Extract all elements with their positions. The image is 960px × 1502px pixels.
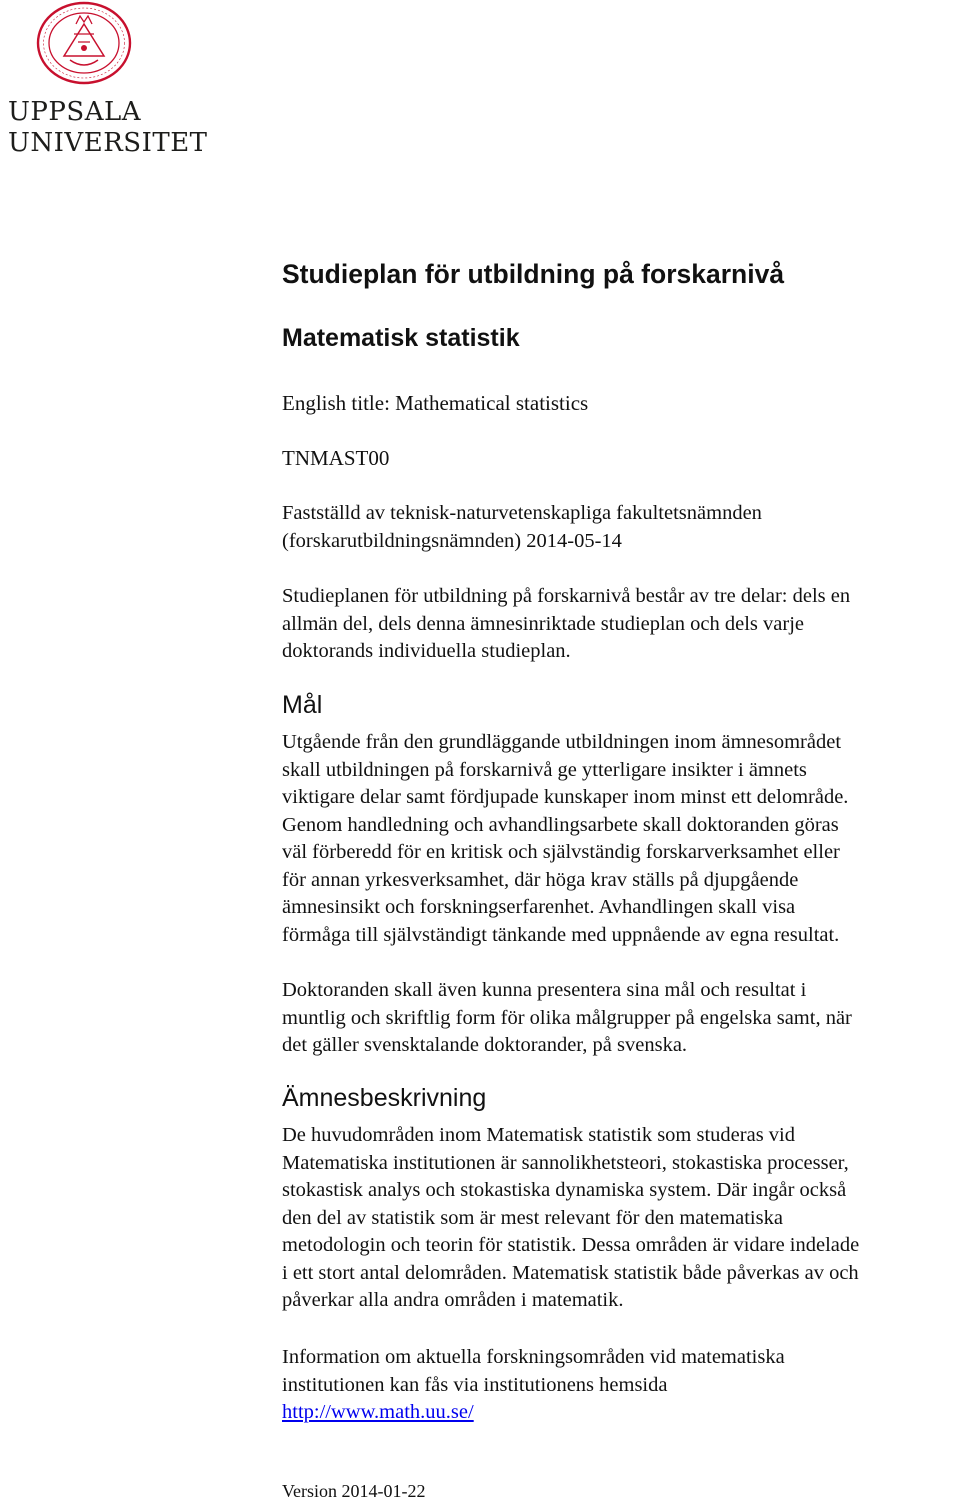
english-title: English title: Mathematical statistics (282, 391, 589, 415)
description-line: Matematiska institutionen är sannolikhetsteori, stokastiska processer, (282, 1151, 849, 1174)
logo-line-2: UNIVERSITET (8, 128, 208, 158)
institution-website-link[interactable]: http://www.math.uu.se/ (282, 1401, 474, 1423)
description-line: De huvudområden inom Matematisk statistik som studeras vid (282, 1124, 796, 1146)
description-line: i ett stort antal delområden. Matematisk statistik både påverkas av och (282, 1261, 859, 1284)
goals-line: det gäller svensktalande doktorander, på svenska. (282, 1034, 688, 1056)
subject-title: Matematisk statistik (282, 324, 520, 352)
intro-line: Studieplanen för utbildning på forskarnivå består av tre delar: dels en (282, 585, 851, 607)
version-label: Version 2014-01-22 (282, 1481, 426, 1501)
description-line: påverkar alla andra områden i matematik. (282, 1289, 624, 1311)
logo-line-1: UPPSALA (8, 97, 142, 127)
intro-line: allmän del, dels denna ämnesinriktade studieplan och dels varje (282, 612, 805, 635)
description-line: stokastisk analys och stokastiska dynamiska system. Där ingår också (282, 1179, 847, 1201)
university-seal-icon (34, 0, 134, 86)
description-line: den del av statistik som är mest relevant för den matematiska (282, 1206, 783, 1229)
program-code: TNMAST00 (282, 446, 390, 470)
goals-line: Doktoranden skall även kunna presentera sina mål och resultat i (282, 979, 807, 1001)
goals-line: väl förberedd för en kritisk och självständig forskarverksamhet eller (282, 841, 840, 863)
goals-line: Genom handledning och avhandlingsarbete skall doktoranden göras (282, 813, 839, 836)
info-paragraph (282, 1344, 785, 1427)
goals-line: viktigare delar samt fördjupade kunskaper inom minst ett delområde. (282, 786, 849, 808)
goals-paragraph-2 (282, 977, 852, 1060)
university-logo (0, 0, 208, 170)
intro-line: doktorands individuella studieplan. (282, 640, 571, 662)
description-paragraph (282, 1122, 859, 1315)
approval-paragraph (282, 500, 762, 555)
approval-line: (forskarutbildningsnämnden) 2014-05-14 (282, 529, 622, 552)
description-heading: Ämnesbeskrivning (282, 1084, 487, 1112)
goals-paragraph-1 (282, 729, 848, 949)
goals-line: Utgående från den grundläggande utbildningen inom ämnesområdet (282, 731, 842, 753)
approval-line: Fastställd av teknisk-naturvetenskapliga fakultetsnämnden (282, 502, 762, 524)
goals-line: ämnesinsikt och forskningserfarenhet. Avhandlingen skall visa (282, 896, 796, 918)
info-line: institutionen kan fås via institutionens hemsida (282, 1373, 668, 1396)
description-line: metodologin och teorin för statistik. Dessa områden är vidare indelade (282, 1234, 860, 1256)
document-title: Studieplan för utbildning på forskarnivå (282, 259, 785, 289)
goals-line: för annan yrkesverksamhet, där höga krav ställs på djupgående (282, 868, 799, 891)
intro-paragraph (282, 583, 850, 666)
goals-line: skall utbildningen på forskarnivå ge ytterligare insikter i ämnets (282, 758, 807, 781)
goals-line: förmåga till självständigt tänkande med uppnående av egna resultat. (282, 923, 840, 946)
goals-line: muntlig och skriftlig form för olika målgrupper på engelska samt, när (282, 1006, 852, 1029)
goals-heading: Mål (282, 691, 323, 719)
info-line: Information om aktuella forskningsområden vid matematiska (282, 1346, 785, 1368)
